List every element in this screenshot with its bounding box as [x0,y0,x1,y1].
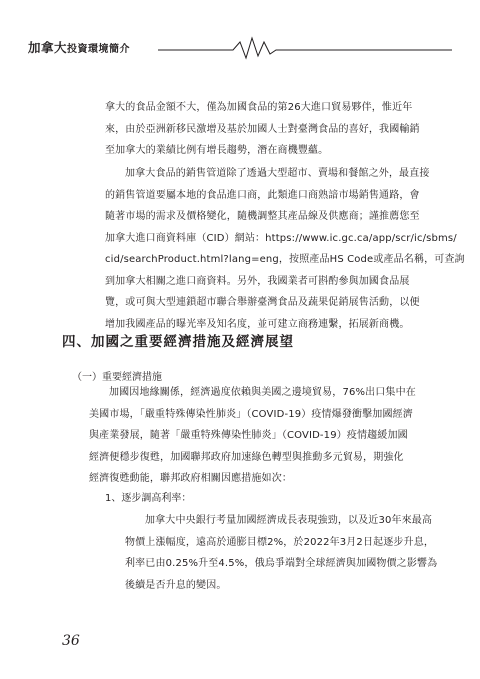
text-line: 利率已由0.25%升至4.5%，俄烏爭端對全球經濟與加國物價之影響為 [125,558,438,569]
text-line: 加國因地緣關係，經濟過度依賴與美國之邊境貿易，76%出口集中在 [109,387,416,398]
text-line: 增加我國產品的曝光率及知名度，並可建立商務連繫，拓展新商機。 [105,318,410,330]
subsection-heading: （一）重要經濟措施 [72,372,162,383]
page-number: 36 [62,633,80,649]
text-line: 覽，或可與大型連鎖超市聯合舉辦臺灣食品及蔬果促銷展售活動，以便 [105,297,420,308]
text-line: 加拿大進口商資料庫（CID）網站：https://www.ic.gc.ca/app/scr/ic/sbms/ [105,232,457,244]
list-item-heading: 1、逐步調高利率： [105,493,192,504]
text-line: 拿大的食品金額不大，僅為加國食品的第26大進口貿易夥伴，惟近年 [105,102,413,113]
section-heading: 四、加國之重要經濟措施及經濟展望 [62,334,294,350]
text-line: 後續是否升息的變因。 [125,579,227,591]
text-line: 到加拿大相關之進口商資料。另外，我國業者可斟酌參與加國食品展 [105,275,410,287]
paragraph-3 [89,382,416,490]
text-line: 加拿大中央銀行考量加國經濟成長表現強勁，以及近30年來最高 [145,515,433,526]
text-line: 經濟復甦動能，聯邦政府相關因應措施如次： [89,473,292,484]
text-line: cid/searchProduct.html?lang=eng，按照產品HS Code或產品名稱，可查詢 [105,254,465,265]
text-line: 的銷售管道要屬本地的食品進口商，此類進口商熟諳市場銷售通路，會 [105,189,420,201]
paragraph-4 [125,510,437,596]
text-line: 經濟便穩步復甦，加國聯邦政府加速綠色轉型與推動多元貿易，期強化 [89,451,404,463]
header-title [28,38,130,56]
running-header [28,30,452,62]
text-line: 至加拿大的業績比例有增長趨勢，潛在商機豐蘊。 [105,145,329,156]
text-line: 來，由於亞洲新移民激增及基於加國人士對臺灣食品的喜好，我國輸銷 [105,123,420,135]
text-line: 加拿大食品的銷售管道除了透過大型超市、賣場和餐館之外，最直接 [125,168,430,179]
text-line: 美國市場，「嚴重特殊傳染性肺炎」（COVID-19）疫情爆發衝擊加國經濟 [89,408,413,420]
paragraph-1 [105,97,420,162]
header-title-sub: 投資環境簡介 [67,44,131,55]
header-title-main: 加拿大 [28,40,68,55]
paragraph-2 [105,163,465,335]
text-line: 物價上漲幅度，遠高於通膨目標2%，於2022年3月2日起逐步升息， [125,536,434,548]
text-line: 隨著市場的需求及價格變化，隨機調整其產品線及供應商；謹推薦您至 [105,211,420,222]
text-line: 與產業發展，隨著「嚴重特殊傳染性肺炎」（COVID-19）疫情趨緩加國 [89,430,408,441]
